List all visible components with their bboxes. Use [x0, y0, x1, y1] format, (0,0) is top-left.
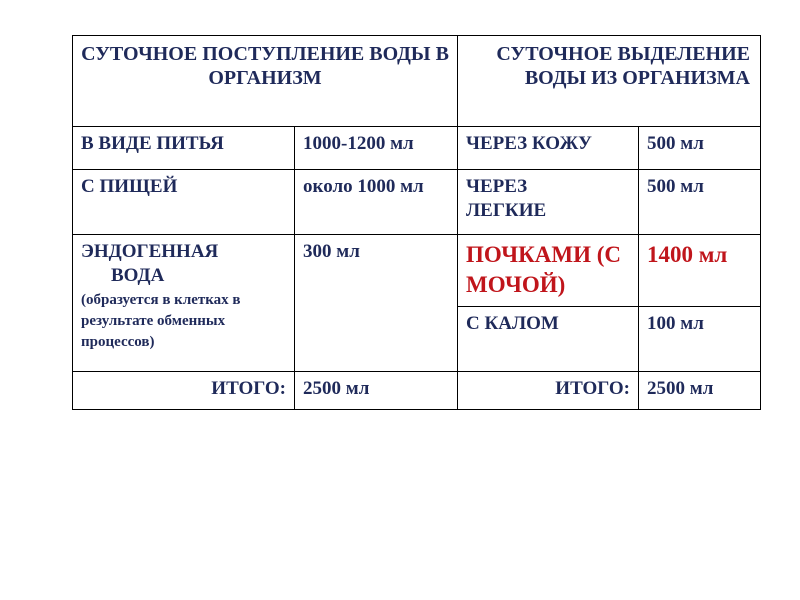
intake-endogenous-label [73, 235, 295, 372]
endogenous-note: (образуется в клетках в результате обменных процессов) [81, 292, 241, 350]
output-header: СУТОЧНОЕ ВЫДЕЛЕНИЕ ВОДЫ ИЗ ОРГАНИЗМА [458, 36, 761, 127]
intake-endogenous-value: 300 мл [295, 235, 458, 372]
intake-total-value: 2500 мл [295, 372, 458, 410]
intake-header: СУТОЧНОЕ ПОСТУПЛЕНИЕ ВОДЫ В ОРГАНИЗМ [73, 36, 458, 127]
intake-drink-label: В ВИДЕ ПИТЬЯ [73, 127, 295, 170]
output-feces-value: 100 мл [639, 307, 761, 372]
endogenous-title-line2: ВОДА [111, 265, 165, 286]
water-balance-table [72, 35, 761, 410]
table-row [73, 235, 761, 307]
output-lungs-label: ЧЕРЕЗ ЛЕГКИЕ [458, 170, 639, 235]
intake-drink-value: 1000-1200 мл [295, 127, 458, 170]
total-row [73, 372, 761, 410]
output-skin-label: ЧЕРЕЗ КОЖУ [458, 127, 639, 170]
output-feces-label: С КАЛОМ [458, 307, 639, 372]
output-kidneys-value: 1400 мл [639, 235, 761, 307]
output-total-label: ИТОГО: [458, 372, 639, 410]
endogenous-title: ЭНДОГЕННАЯ [81, 241, 219, 262]
table-row [73, 127, 761, 170]
intake-food-value: около 1000 мл [295, 170, 458, 235]
output-skin-value: 500 мл [639, 127, 761, 170]
output-total-value: 2500 мл [639, 372, 761, 410]
intake-total-label: ИТОГО: [73, 372, 295, 410]
output-kidneys-label: ПОЧКАМИ (С МОЧОЙ) [458, 235, 639, 307]
header-row [73, 36, 761, 127]
table-row [73, 170, 761, 235]
output-lungs-value: 500 мл [639, 170, 761, 235]
intake-food-label: С ПИЩЕЙ [73, 170, 295, 235]
